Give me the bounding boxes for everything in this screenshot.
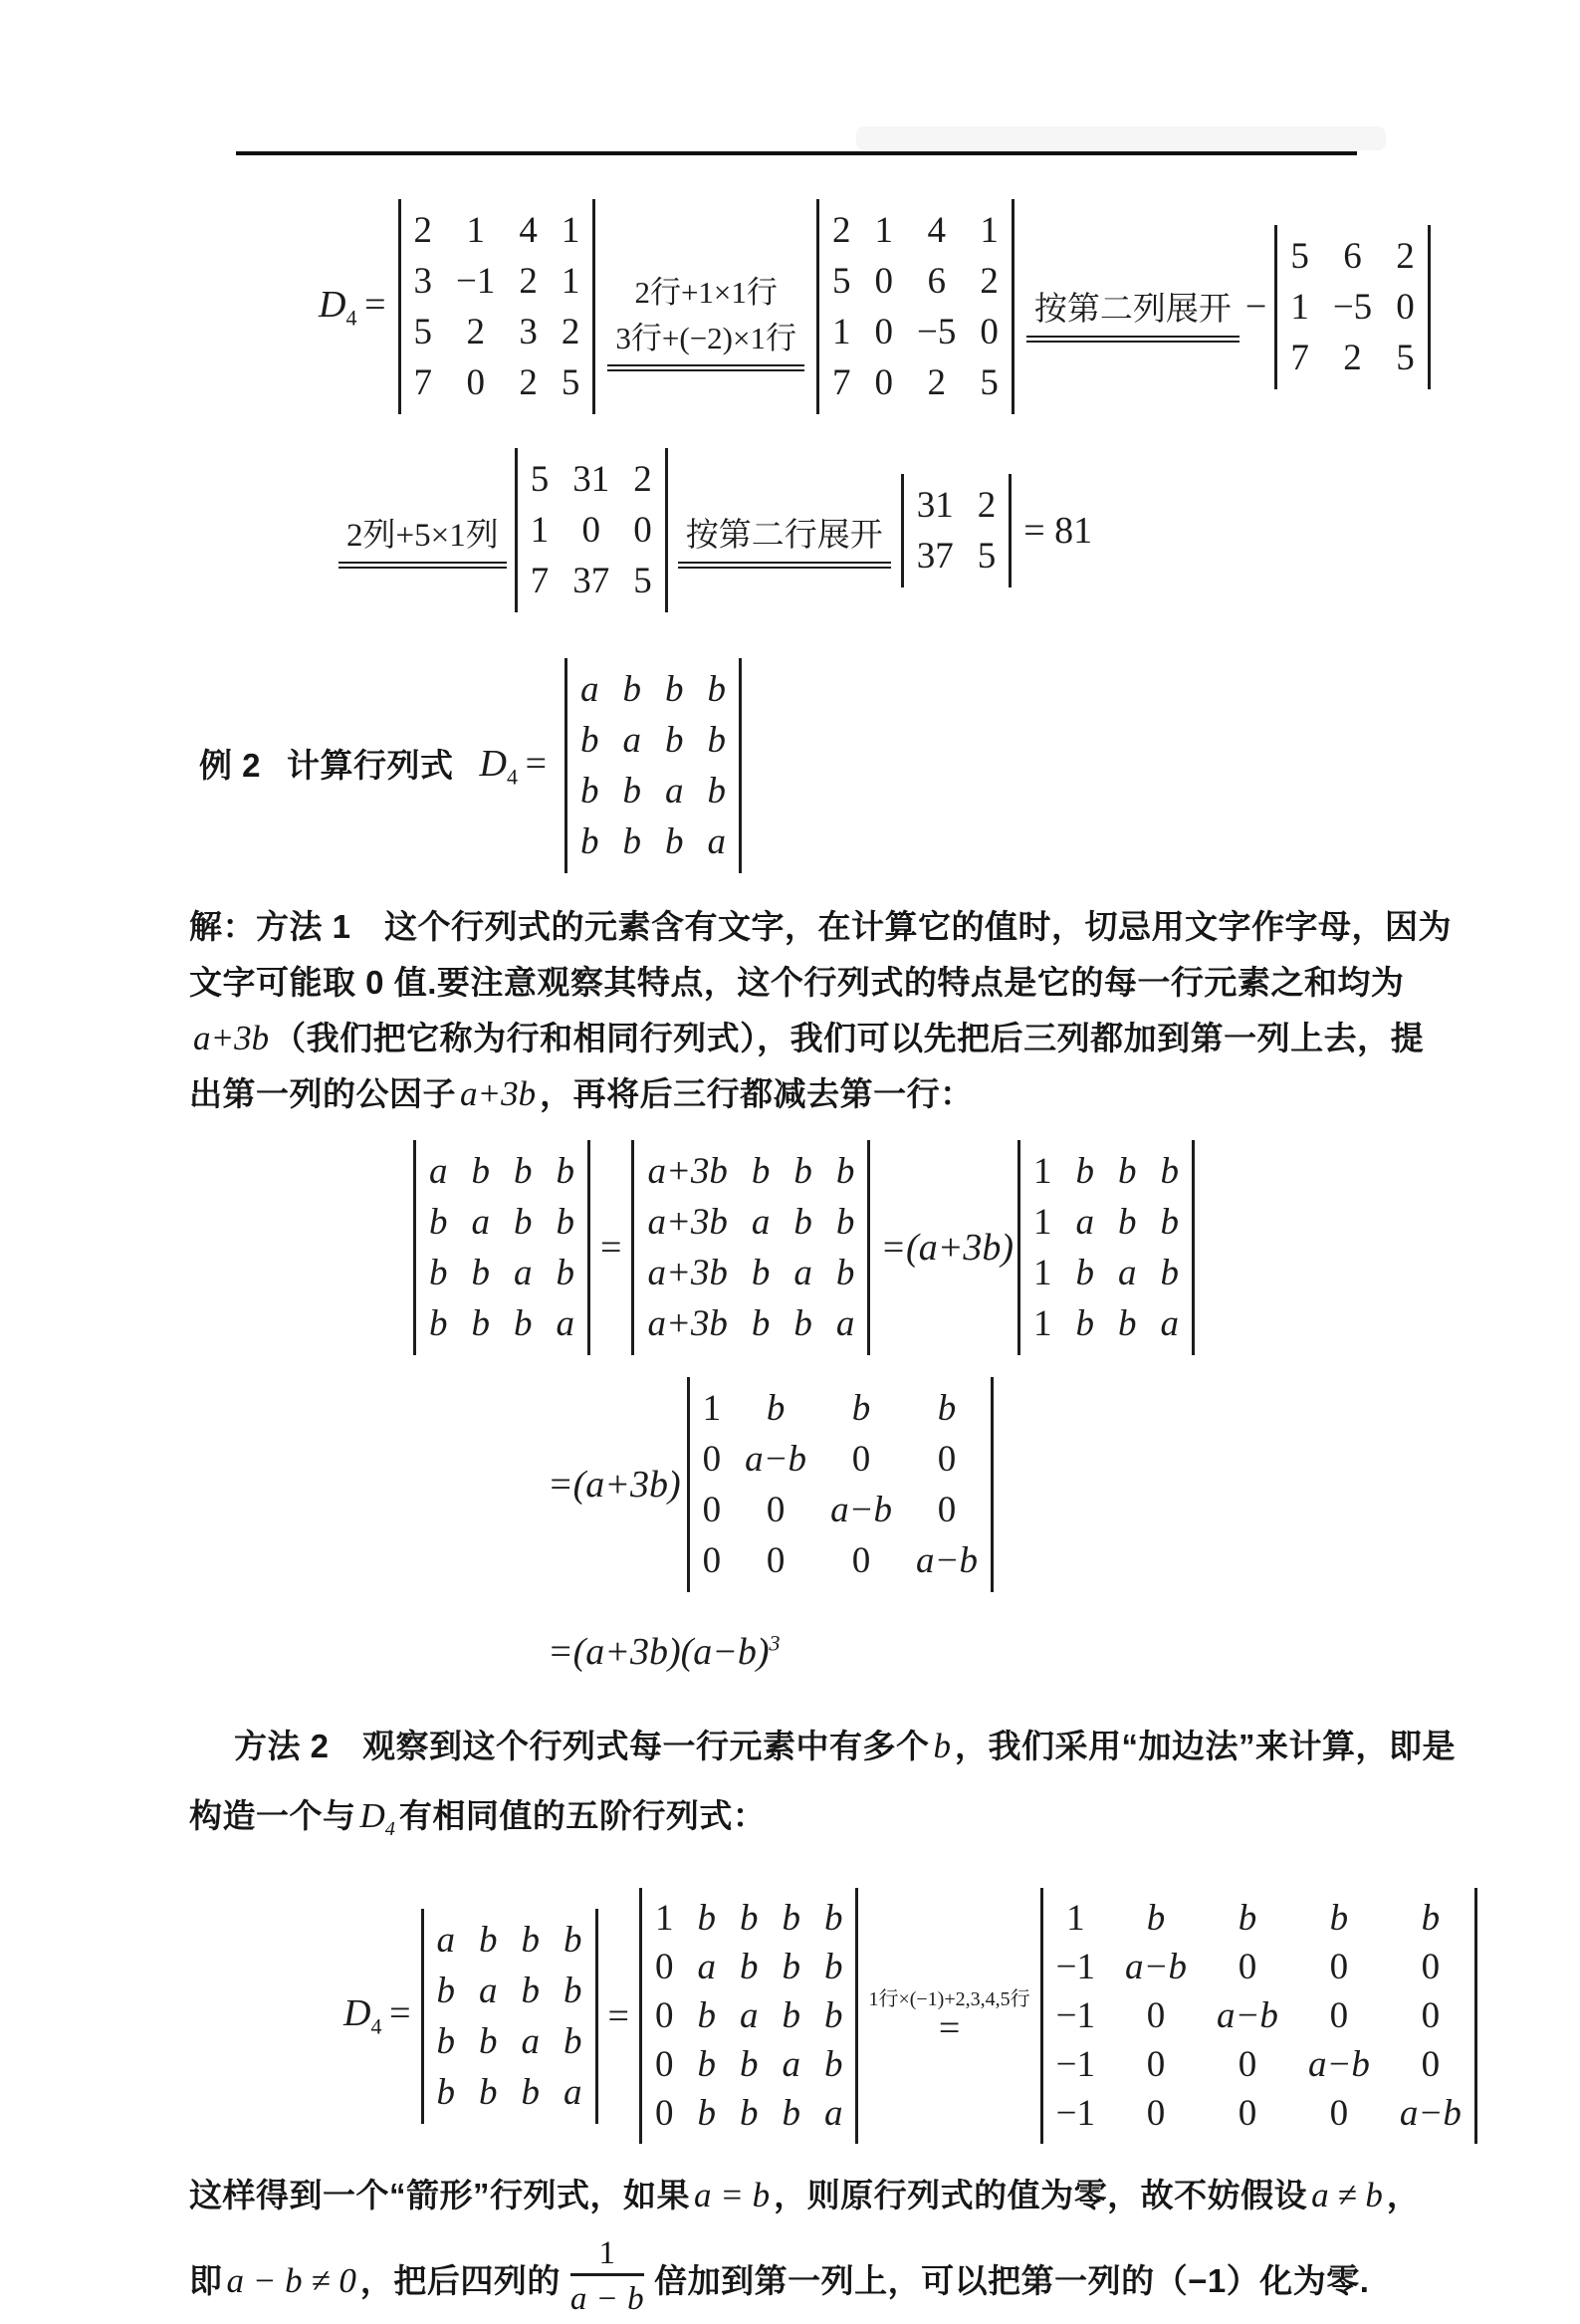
matrix-cell: a−b	[916, 1540, 978, 1581]
matrix-cell: 4	[927, 210, 946, 251]
equals-sign: =	[600, 1227, 622, 1269]
matrix-cell: b	[697, 1995, 716, 2036]
matrix-cell: b	[564, 2020, 582, 2062]
var-D: D	[359, 1796, 385, 1835]
exponent-3: 3	[769, 1630, 781, 1656]
matrix-cell: −1	[1055, 2093, 1095, 2134]
matrix-cell: a+3b	[647, 1253, 728, 1293]
matrix-cell: 0	[1146, 2044, 1166, 2085]
matrix-cell: a−b	[745, 1439, 807, 1480]
matrix-cell: 7	[1290, 337, 1309, 378]
matrix-cell: b	[665, 669, 684, 710]
matrix-cell: 0	[702, 1439, 722, 1480]
equals-sign: =	[938, 2006, 961, 2049]
matrix-cell: b	[514, 1202, 533, 1243]
matrix-cell: a+3b	[647, 1202, 728, 1243]
example2-label-wrap	[199, 746, 454, 786]
minus-sign: −	[1244, 286, 1267, 328]
matrix-cell: 1	[1033, 1253, 1052, 1293]
matrix-cell: a	[622, 720, 642, 761]
para3-line2-text-c: 倍加到第一列上，可以把第一列的（−1）化为零.	[654, 2261, 1370, 2299]
matrix-cell: b	[436, 2071, 456, 2113]
determinant-2x2	[901, 474, 1013, 587]
para3-line1-text-b: ，则原行列式的值为零，故不妨假设	[774, 2177, 1308, 2213]
determinant-row-sums-4x4	[631, 1140, 870, 1355]
example2-heading	[199, 658, 1414, 873]
para1-line2-text: 文字可能取 0 值.要注意观察其特点，这个行列式的特点是它的每一行元素之和均为	[189, 964, 1405, 1001]
equals-sign: =	[607, 1994, 629, 2037]
fraction-denominator: a − b	[569, 2281, 645, 2317]
matrix-cell: a−b	[1399, 2093, 1462, 2134]
matrix-cell: b	[697, 2044, 716, 2085]
matrix-cell: b	[1160, 1202, 1179, 1243]
method2-paragraph	[189, 1712, 1457, 1864]
row-op-label-bottom: 3行+(−2)×1行	[607, 316, 804, 371]
matrix-cell: 37	[572, 561, 610, 601]
matrix-cell: b	[580, 720, 599, 761]
final-product-base: =(a+3b)(a−b)	[548, 1631, 770, 1673]
matrix-cell: b	[471, 1151, 490, 1192]
matrix-cell: b	[514, 1303, 533, 1344]
subscript-4: 4	[370, 2013, 382, 2039]
para3-line1	[189, 2168, 1421, 2223]
matrix-cell: b	[751, 1253, 771, 1293]
para2-line2-text-a: 构造一个与	[189, 1797, 356, 1834]
matrix-cell: b	[1160, 1253, 1179, 1293]
var-D: D	[479, 742, 507, 785]
example2-task: 计算行列式	[287, 747, 454, 784]
matrix-cell: 0	[1329, 2093, 1349, 2134]
matrix-cell: 5	[633, 561, 652, 601]
matrix-cell: b	[514, 1151, 533, 1192]
matrix-cell: 0	[654, 2044, 674, 2085]
matrix-cell: 2	[413, 210, 433, 251]
d4-lhs	[319, 283, 386, 332]
para1-line1	[189, 899, 1453, 955]
matrix-cell: a	[1160, 1303, 1179, 1344]
final-product	[548, 1630, 781, 1674]
para1-line1-text: 解：方法 1 这个行列式的元素含有文字，在计算它的值时，切忌用文字作字母，因为	[189, 908, 1453, 945]
matrix-cell: a−b	[1216, 1995, 1278, 2036]
para1-line3	[189, 1011, 1425, 1066]
matrix-cell: 2	[1343, 337, 1362, 378]
var-D: D	[343, 1992, 371, 2035]
matrix-cell: a	[751, 1202, 771, 1243]
matrix-cell: b	[1238, 1898, 1257, 1939]
matrix-cell: b	[479, 1919, 498, 1961]
para2-line2-text-b: 有相同值的五阶行列式：	[398, 1797, 767, 1834]
matrix-cell: a+3b	[647, 1151, 728, 1192]
matrix-cell: b	[665, 720, 684, 761]
matrix-cell: −5	[1332, 286, 1373, 328]
matrix-cell: b	[835, 1151, 855, 1192]
matrix-cell: b	[622, 771, 642, 812]
matrix-cell: b	[521, 1970, 541, 2011]
matrix-cell: 5	[530, 459, 550, 500]
matrix-cell: b	[782, 1947, 800, 1987]
matrix-cell: b	[835, 1253, 855, 1293]
matrix-cell: b	[739, 2044, 759, 2085]
matrix-cell: a	[479, 1970, 498, 2011]
matrix-cell: 1	[466, 210, 485, 251]
matrix-cell: b	[521, 2071, 541, 2113]
matrix-cell: 0	[1329, 1947, 1349, 1987]
expand-row2-label: 按第二行展开	[678, 513, 891, 569]
matrix-cell: a	[697, 1947, 716, 1987]
matrix-cell: b	[471, 1303, 490, 1344]
matrix-cell: 5	[561, 362, 580, 403]
matrix-cell: 7	[832, 362, 851, 403]
matrix-cell: b	[622, 669, 642, 710]
matrix-cell: b	[823, 2044, 843, 2085]
matrix-cell: 1	[561, 210, 580, 251]
matrix-cell: 31	[916, 484, 954, 526]
matrix-cell: 0	[1238, 1947, 1257, 1987]
matrix-cell: a	[514, 1253, 533, 1293]
matrix-cell: 0	[851, 1439, 871, 1480]
equation-method1-step1	[413, 1140, 1414, 1355]
matrix-cell: 0	[937, 1490, 957, 1530]
para3-line1-text-a: 这样得到一个“箭形”行列式，如果	[189, 2177, 690, 2213]
para2-line1-text-a: 方法 2 观察到这个行列式每一行元素中有多个	[234, 1728, 930, 1764]
matrix-cell: 4	[519, 210, 538, 251]
determinant-abba-4x4	[413, 1140, 590, 1355]
inline-math-a-eq-b: a = b	[694, 2176, 771, 2214]
matrix-cell: 1	[561, 261, 580, 302]
matrix-cell: 0	[980, 312, 999, 352]
matrix-cell: 1	[1033, 1202, 1052, 1243]
matrix-cell: −1	[1055, 2044, 1095, 2085]
equation-method2-chain	[343, 1888, 1462, 2144]
matrix-cell: 0	[1396, 286, 1415, 328]
matrix-cell: 1	[832, 312, 851, 352]
factor-a-plus-3b: =(a+3b)	[548, 1464, 681, 1506]
matrix-cell: b	[556, 1151, 574, 1192]
fraction-numerator: 1	[598, 2235, 616, 2271]
matrix-cell: 2	[519, 362, 538, 403]
matrix-cell: 0	[766, 1490, 786, 1530]
matrix-cell: a	[471, 1202, 490, 1243]
matrix-cell: b	[429, 1303, 448, 1344]
matrix-cell: 5	[980, 362, 999, 403]
matrix-cell: 0	[766, 1540, 786, 1581]
determinant-3x3	[1274, 225, 1430, 389]
matrix-cell: a	[556, 1303, 574, 1344]
equals-sign: =	[364, 283, 386, 326]
matrix-cell: b	[707, 720, 727, 761]
equation-method1-result	[548, 1630, 1414, 1674]
matrix-cell: a	[1075, 1202, 1094, 1243]
matrix-cell: 1	[530, 510, 550, 551]
matrix-cell: 0	[1146, 1995, 1166, 2036]
matrix-cell: b	[1146, 1898, 1166, 1939]
matrix-cell: 2	[519, 261, 538, 302]
determinant-original-4x4	[398, 199, 596, 414]
matrix-cell: 0	[654, 2093, 674, 2134]
matrix-cell: b	[436, 2020, 456, 2062]
matrix-cell: b	[556, 1253, 574, 1293]
matrix-cell: a	[429, 1151, 448, 1192]
matrix-cell: a	[1118, 1253, 1137, 1293]
matrix-cell: b	[739, 2093, 759, 2134]
matrix-cell: b	[766, 1388, 786, 1429]
para2-line1	[189, 1712, 1457, 1781]
matrix-cell: b	[479, 2071, 498, 2113]
matrix-cell: b	[823, 1995, 843, 2036]
matrix-cell: 0	[633, 510, 652, 551]
determinant-abba-4x4	[564, 658, 742, 873]
matrix-cell: b	[1421, 1898, 1441, 1939]
determinant-triangular-4x4	[687, 1377, 994, 1592]
matrix-cell: −1	[1055, 1947, 1095, 1987]
expand-column2-label: 按第二列展开	[1026, 287, 1240, 343]
matrix-cell: 3	[519, 312, 538, 352]
matrix-cell: a	[793, 1253, 812, 1293]
para1-line4-text-a: 出第一列的公因子	[189, 1075, 456, 1112]
matrix-cell: 1	[1290, 286, 1309, 328]
matrix-cell: b	[1118, 1202, 1137, 1243]
matrix-cell: a	[707, 821, 727, 862]
matrix-cell: b	[556, 1202, 574, 1243]
var-D: D	[319, 283, 346, 326]
matrix-cell: 0	[1238, 2093, 1257, 2134]
matrix-cell: −1	[456, 261, 496, 302]
matrix-cell: b	[479, 2020, 498, 2062]
equation-method1-step2	[548, 1377, 1414, 1592]
para1-line2	[189, 955, 1414, 1011]
matrix-cell: 0	[937, 1439, 957, 1480]
expand-row2-op	[678, 513, 891, 569]
expand-column2-op	[1026, 287, 1240, 343]
para2-line2	[189, 1781, 1414, 1864]
matrix-cell: 5	[1290, 235, 1309, 277]
matrix-cell: b	[697, 1898, 716, 1939]
matrix-cell: 0	[702, 1540, 722, 1581]
matrix-cell: 31	[572, 459, 610, 500]
matrix-cell: 1	[874, 210, 893, 251]
matrix-cell: b	[937, 1388, 957, 1429]
determinant-abba-4x4	[421, 1909, 598, 2124]
matrix-cell: b	[471, 1253, 490, 1293]
para3-line2-text-a: 即	[189, 2261, 223, 2299]
matrix-cell: b	[564, 1970, 582, 2011]
matrix-cell: 1	[1033, 1303, 1052, 1344]
matrix-cell: 0	[466, 362, 485, 403]
matrix-cell: 5	[832, 261, 851, 302]
matrix-cell: b	[1075, 1303, 1094, 1344]
inline-math-b: b	[933, 1727, 952, 1765]
matrix-cell: 7	[530, 561, 550, 601]
inline-math-a-minus-b-neq-0: a − b ≠ 0	[226, 2260, 356, 2300]
subscript-4: 4	[384, 1818, 395, 1840]
matrix-cell: 5	[1396, 337, 1415, 378]
inline-math-a-plus-3b: a+3b	[193, 1019, 270, 1057]
matrix-cell: b	[751, 1151, 771, 1192]
subscript-4: 4	[345, 305, 357, 331]
matrix-cell: b	[697, 2093, 716, 2134]
matrix-cell: 0	[654, 1995, 674, 2036]
row-op-annotation-stack	[868, 1987, 1030, 2049]
para1-line4	[189, 1066, 1414, 1122]
determinant-arrow-5x5	[1040, 1888, 1477, 2144]
equation-d4-result-chain	[339, 448, 1414, 612]
matrix-cell: b	[665, 821, 684, 862]
determinant-3x3-after-column-op	[515, 448, 668, 612]
matrix-cell: 6	[1343, 235, 1362, 277]
factor-a-plus-3b: =(a+3b)	[880, 1227, 1014, 1269]
determinant-after-row-ops-4x4	[816, 199, 1015, 414]
row-op-annotation: 1行×(−1)+2,3,4,5行	[868, 1987, 1030, 2010]
page-content	[189, 199, 1462, 2324]
matrix-cell: 0	[654, 1947, 674, 1987]
matrix-cell: 1	[654, 1898, 674, 1939]
determinant-bordered-5x5	[639, 1888, 859, 2144]
para3-line1-text-c: ，	[1386, 2177, 1421, 2213]
inline-math-a-plus-3b: a+3b	[460, 1074, 537, 1113]
matrix-cell: 5	[977, 535, 997, 577]
matrix-cell: a	[436, 1919, 456, 1961]
matrix-cell: 0	[1421, 1947, 1441, 1987]
matrix-cell: 2	[561, 312, 580, 352]
matrix-cell: 1	[980, 210, 999, 251]
matrix-cell: a	[564, 2071, 582, 2113]
equals-sign: =	[525, 742, 548, 785]
d4-lhs-method2	[343, 1991, 411, 2040]
d4-lhs-example2	[480, 742, 548, 791]
para3-line2	[189, 2237, 1414, 2324]
matrix-cell: b	[1075, 1253, 1094, 1293]
matrix-cell: 1	[702, 1388, 722, 1429]
arrow-determinant-paragraph	[189, 2168, 1421, 2324]
matrix-cell: 0	[1421, 1995, 1441, 2036]
subscript-4: 4	[506, 764, 518, 790]
matrix-cell: 7	[413, 362, 433, 403]
matrix-cell: 2	[927, 362, 946, 403]
matrix-cell: a	[823, 2093, 843, 2134]
matrix-cell: a	[665, 771, 684, 812]
matrix-cell: a−b	[830, 1490, 893, 1530]
matrix-cell: 0	[1146, 2093, 1166, 2134]
matrix-cell: b	[793, 1303, 812, 1344]
matrix-cell: b	[580, 771, 599, 812]
inline-math-D4	[356, 1796, 399, 1840]
matrix-cell: 6	[927, 261, 946, 302]
example2-label: 例 2	[199, 747, 262, 784]
matrix-cell: 0	[1421, 2044, 1441, 2085]
column-op-box	[339, 513, 507, 569]
matrix-cell: a−b	[1307, 2044, 1370, 2085]
equals-sign: =	[389, 1992, 411, 2035]
matrix-cell: a	[521, 2020, 541, 2062]
matrix-cell: b	[739, 1947, 759, 1987]
matrix-cell: b	[1075, 1151, 1094, 1192]
matrix-cell: b	[429, 1253, 448, 1293]
matrix-cell: 2	[832, 210, 851, 251]
matrix-cell: b	[793, 1202, 812, 1243]
matrix-cell: b	[707, 771, 727, 812]
matrix-cell: b	[782, 1898, 800, 1939]
header-divider-rule	[236, 151, 1357, 155]
matrix-cell: 2	[1396, 235, 1415, 277]
matrix-cell: 0	[874, 261, 893, 302]
matrix-cell: 0	[702, 1490, 722, 1530]
matrix-cell: 3	[413, 261, 433, 302]
para3-line2-text-b: ，把后四列的	[359, 2261, 561, 2299]
matrix-cell: −5	[917, 312, 957, 352]
matrix-cell: a	[580, 669, 599, 710]
matrix-cell: 0	[1329, 1995, 1349, 2036]
row-operation-stack	[607, 270, 804, 371]
matrix-cell: 0	[851, 1540, 871, 1581]
matrix-cell: 37	[916, 535, 954, 577]
para1-line3-text: （我们把它称为行和相同行列式），我们可以先把后三列都加到第一列上去，提	[273, 1020, 1425, 1056]
matrix-cell: b	[835, 1202, 855, 1243]
matrix-cell: a	[782, 2044, 800, 2085]
matrix-cell: b	[521, 1919, 541, 1961]
matrix-cell: 2	[977, 484, 997, 526]
matrix-cell: b	[823, 1947, 843, 1987]
matrix-cell: b	[1329, 1898, 1349, 1939]
matrix-cell: b	[782, 1995, 800, 2036]
matrix-cell: 5	[413, 312, 433, 352]
matrix-cell: b	[751, 1303, 771, 1344]
matrix-cell: b	[564, 1919, 582, 1961]
matrix-cell: b	[622, 821, 642, 862]
matrix-cell: b	[1160, 1151, 1179, 1192]
matrix-cell: 1	[1033, 1151, 1052, 1192]
matrix-cell: b	[793, 1151, 812, 1192]
result-value: = 81	[1023, 509, 1093, 552]
matrix-cell: 0	[874, 312, 893, 352]
matrix-cell: b	[782, 2093, 800, 2134]
fraction-one-over-a-minus-b	[570, 2233, 644, 2320]
para2-line1-text-b: ，我们采用“加边法”来计算，即是	[955, 1728, 1457, 1764]
matrix-cell: b	[429, 1202, 448, 1243]
solution-method1-paragraph	[189, 899, 1453, 1122]
matrix-cell: a+3b	[647, 1303, 728, 1344]
matrix-cell: −1	[1055, 1995, 1095, 2036]
matrix-cell: 0	[874, 362, 893, 403]
matrix-cell: 0	[581, 510, 600, 551]
matrix-cell: 2	[633, 459, 652, 500]
header-highlight-bar	[856, 126, 1386, 150]
determinant-ones-column-4x4	[1017, 1140, 1195, 1355]
matrix-cell: b	[436, 1970, 456, 2011]
matrix-cell: a	[835, 1303, 855, 1344]
matrix-cell: 2	[466, 312, 485, 352]
matrix-cell: b	[739, 1898, 759, 1939]
equation-d4-numeric-chain	[319, 199, 1414, 414]
para1-line4-text-b: ，再将后三行都减去第一行：	[540, 1075, 974, 1112]
inline-math-a-neq-b: a ≠ b	[1311, 2176, 1383, 2214]
matrix-cell: b	[823, 1898, 843, 1939]
matrix-cell: b	[707, 669, 727, 710]
matrix-cell: b	[851, 1388, 871, 1429]
matrix-cell: 0	[1238, 2044, 1257, 2085]
row-op-label-top: 2行+1×1行	[634, 275, 778, 310]
matrix-cell: a−b	[1125, 1947, 1187, 1987]
matrix-cell: 1	[1066, 1898, 1085, 1939]
matrix-cell: a	[739, 1995, 759, 2036]
matrix-cell: b	[1118, 1303, 1137, 1344]
column-op-label: 2列+5×1列	[339, 513, 507, 569]
matrix-cell: b	[1118, 1151, 1137, 1192]
matrix-cell: b	[580, 821, 599, 862]
matrix-cell: 2	[980, 261, 999, 302]
